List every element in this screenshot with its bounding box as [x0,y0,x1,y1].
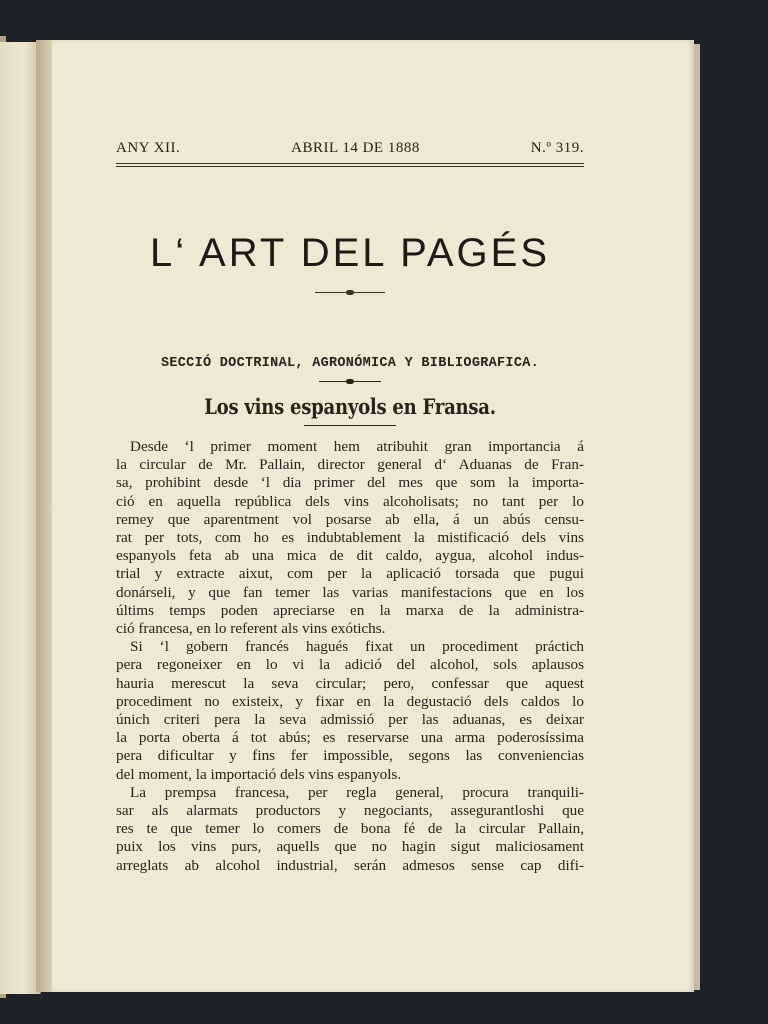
text-line: sa, prohibint desde ‘l dia primer del mes que som la importa- [116,474,584,492]
masthead-title: L‘ ART DEL PAGÉS [149,231,550,275]
header-rule-bottom [116,166,584,167]
text-line: sar als alarmats productors y negociants, assegurantloshi que [116,802,584,820]
text-line: ció en aquella república dels vins alcoholisats; no tant per lo [116,492,584,510]
text-line: ció francesa, en lo referent als vins exótichs. [116,620,386,638]
text-line: únich criteri pera la seva admissió per las aduanas, es deixar [116,711,584,729]
page-right-edge [694,44,700,990]
text-line: Desde ‘l primer moment hem atribuhit gran importancia á [130,438,584,455]
text-line: La prempsa francesa, per regla general, procura tranquili- [130,783,584,801]
section-heading: SECCIÓ DOCTRINAL, AGRONÓMICA Y BIBLIOGRAFICA. [160,356,540,371]
text-line: del moment, la importació dels vins espanyols. [116,765,402,783]
text-line: puix los vins purs, aquells que no hagin sigut maliciosament [116,838,584,856]
volume-number: ANY XII. [116,140,181,156]
article-paragraph [116,638,584,784]
text-line: arreglats ab alcohol industrial, serán admesos sense cap difi- [116,856,584,874]
title-rule [304,425,396,426]
text-line: la circular de Mr. Pallain, director general d‘ Aduanas de Fran- [116,456,584,474]
issue-number: N.º 319. [530,140,584,156]
header-rule-top [116,163,584,164]
article-body [116,438,584,875]
masthead-ornament [315,290,385,296]
text-line: pera dificultar y fins fer impossible, segons las conveniencias [116,747,584,765]
text-line: donárseli, y que fan temer las varias manifestacions que en los [116,583,584,601]
section-ornament [319,379,381,384]
text-line: Si ‘l gobern francés hagués fixat un procediment práctich [130,638,584,656]
article-paragraph [116,784,584,875]
article-paragraph [116,438,584,638]
text-line: espanyols feta ab una mica de dit caldo, aygua, alcohol indus- [116,547,584,565]
text-line: hauria merescut la seva circular; pero, confessar que aquest [116,674,584,692]
issue-date: ABRIL 14 DE 1888 [291,140,420,156]
text-line: rat per tots, com ho es indubtablement la mistificació dels vins [116,529,584,547]
text-line: res te que temer lo comers de bona fé de la circular Pallain, [116,820,584,838]
text-line: remey que aparentment vol posarse ab ella, á un abús censu- [116,510,584,528]
text-line: trial y extracte aixut, com per la aplicació torsada que pugui [116,565,584,583]
article-title: Los vins espanyols en Fransa. [204,394,496,419]
page-content [116,140,584,875]
text-line: pera regoneixer en lo vi la adició del alcohol, sols aplausos [116,656,584,674]
text-line: la porta oberta á tot abús; es reservarse una arma poderosíssima [116,729,584,747]
running-header [116,140,584,157]
text-line: últims temps poden apreciarse en la marxa de la administra- [116,601,584,619]
text-line: procediment no existeix, y fixar en la degustació dels caldos lo [116,692,584,710]
facing-page-edge [0,42,41,994]
